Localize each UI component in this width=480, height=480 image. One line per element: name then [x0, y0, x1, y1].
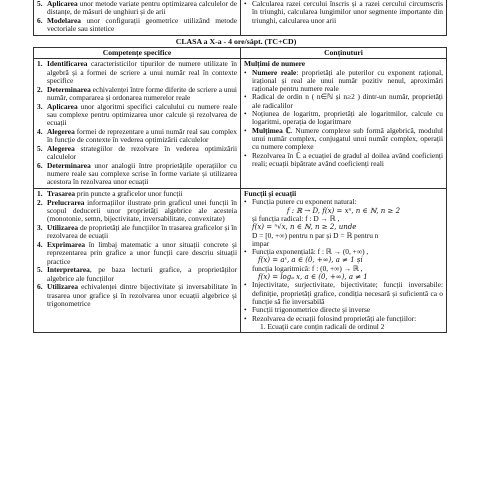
content-bullet [244, 0, 443, 25]
formula: f(x) = aˣ, a ∈ (0, +∞), a ≠ 1 și [258, 256, 363, 265]
main-table [33, 47, 447, 333]
competence-item: 4. Exprimarea în limbaj matematic a unor situații concrete și reprezentarea prin grafice a unor funcții care descriu situații practice [37, 240, 237, 266]
competence-item: 1. Identificarea caracteristicilor tipurilor de numere utilizate în algebră și a formei de scriere a unui număr real în contexte specifice [37, 59, 237, 85]
competence-item: 5. Interpretarea, pe baza lecturii grafice, a proprietăților algebrice ale funcțiilor [37, 265, 237, 283]
content-bullet: • Funcții trigonometrice directe și inverse [244, 305, 371, 315]
header-competences: Competențe specifice [34, 47, 241, 58]
bullet-icon: • [244, 313, 247, 323]
bullet-icon: • [244, 150, 247, 160]
content-bullet: • Injectivitate, surjectivitate, bijectivitate; funcții inversabile: definiție, proprietăți grafice, condiția necesară și suficientă ca o funcție să fie inversabilă [244, 280, 443, 306]
curriculum-page [33, 0, 443, 333]
item-text: unor configurații geometrice utilizând metode vectoriale sau sintetice [47, 15, 237, 34]
top-left-cell [34, 0, 241, 35]
content-subtitle: Funcții și ecuații [244, 189, 297, 199]
bullet-icon: • [244, 0, 247, 8]
bullet-icon: • [244, 305, 247, 315]
competence-item [37, 17, 237, 34]
competence-item: 2. Determinarea echivalenței între forme diferite de scriere a unui număr, compararea și ordonarea numerelor reale [37, 84, 237, 102]
item-keyword: Modelarea [47, 15, 81, 25]
block1-right [241, 59, 447, 189]
item-number: 6. [37, 15, 43, 25]
item-keyword: Aplicarea [47, 0, 78, 8]
formula: f(x) = logₐ x, a ∈ (0, +∞), a ≠ 1 [258, 273, 368, 282]
content-bullet: • Funcția putere cu exponent natural: [244, 197, 357, 207]
competence-item: 3. Aplicarea unor algoritmi specifici calculului cu numere reale sau complexe pentru optimizarea unor calcule și rezolvarea de ecuații [37, 101, 237, 128]
content-bullet: • Rezolvarea în ℂ a ecuației de gradul al doilea având coeficienți reali; ecuații bipătrate având coeficienți reali [244, 150, 443, 168]
competence-item: 1. Trasarea prin puncte a graficelor unor funcții [37, 189, 183, 199]
content-bullet: • Mulțimea ℂ. Numere complexe sub formă algebrică, modulul unui număr complex, conjugatul unui număr complex, operații cu numere complexe [244, 125, 443, 152]
formula: f(x) = ⁿ√x, n ∈ ℕ, n ≥ 2, unde [252, 223, 357, 232]
content-text: Calcularea razei cercului înscris și a razei cercului circumscris în triunghi, calcularea lungimilor unor segmente importante din triunghi, calcularea unor arii [252, 0, 443, 25]
block2-right [241, 189, 447, 333]
competence-item: 4. Alegerea formei de reprezentare a unui număr real sau complex în funcție de contexte în vederea optimizării calculelor [37, 126, 237, 145]
content-bullet: • Radical de ordin n ( n∈ℕ și n≥2 ) dintr-un număr, proprietăți ale radicalilor [244, 92, 443, 110]
content-subtitle: Mulțimi de numere [244, 59, 306, 69]
content-text: și funcția radical: f : D → ℝ , [252, 213, 340, 223]
item-number: 5. [37, 0, 43, 8]
section-title: CLASA a X-a - 4 ore/săpt. (TC+CD) [175, 36, 297, 46]
bullet-icon: • [244, 67, 247, 77]
header-contents: Conținuturi [241, 47, 447, 58]
competence-item: 2. Prelucrarea informațiilor ilustrate prin graficul unei funcții în scopul deducerii unor proprietăți algebrice ale acesteia (monotonie, semn, bijectivitate, inversabilitate, convexitate) [37, 197, 237, 224]
block1-left [34, 59, 241, 189]
formula: f : ℝ → D, f(x) = xⁿ, n ∈ ℕ, n ≥ 2 [286, 206, 401, 215]
content-text: funcția logaritmică: f : (0, +∞) → ℝ , [252, 263, 363, 273]
top-table [33, 0, 447, 36]
bullet-icon: • [244, 197, 247, 207]
block2-left [34, 189, 241, 333]
top-right-cell [241, 0, 447, 35]
content-bullet: • Funcția exponențială: f : ℝ → (0, +∞) , [244, 247, 369, 257]
competence-item: 6. Utilizarea echivalenței dintre bijectivitate și inversabilitate în trasarea unor grafice și în rezolvarea unor ecuații algebrice și trigonometrice [37, 282, 237, 308]
competence-item: 3. Utilizarea de proprietăți ale funcțiilor în trasarea graficelor și în rezolvarea de ecuații [37, 223, 237, 241]
competence-item [37, 0, 237, 17]
content-bullet: • Noțiunea de logaritm, proprietăți ale logaritmilor, calcule cu logaritmi, operația de logaritmare [244, 109, 443, 127]
competence-item: 5. Alegerea strategiilor de rezolvare în vederea optimizării calculelor [37, 143, 237, 162]
content-text: impar [252, 238, 270, 248]
bullet-icon: • [244, 125, 247, 135]
item-text: unor metode variate pentru optimizarea calculelor de distanțe, de măsuri de unghiuri și de arii [47, 0, 237, 17]
bullet-icon: • [244, 247, 247, 257]
content-text: D = [0, +∞) pentru n par și D = ℝ pentru n [252, 230, 379, 240]
content-text: 1. Ecuații care conțin radicali de ordinul 2 [260, 321, 385, 331]
bullet-icon: • [244, 92, 247, 102]
content-bullet: • Rezolvarea de ecuații folosind proprietăți ale funcțiilor: [244, 313, 417, 323]
competence-item: 6. Determinarea unor analogii între proprietățile operațiilor cu numere reale sau complexe scrise în forme variate și utilizarea acestora în rezolvarea unor ecuații [37, 160, 237, 187]
bullet-icon: • [244, 109, 247, 119]
content-bullet: • Numere reale: proprietăți ale puterilor cu exponent rațional, irațional și real ale unui număr pozitiv nenul, aproximări raționale pentru numere reale [244, 67, 443, 94]
bullet-icon: • [244, 280, 247, 290]
